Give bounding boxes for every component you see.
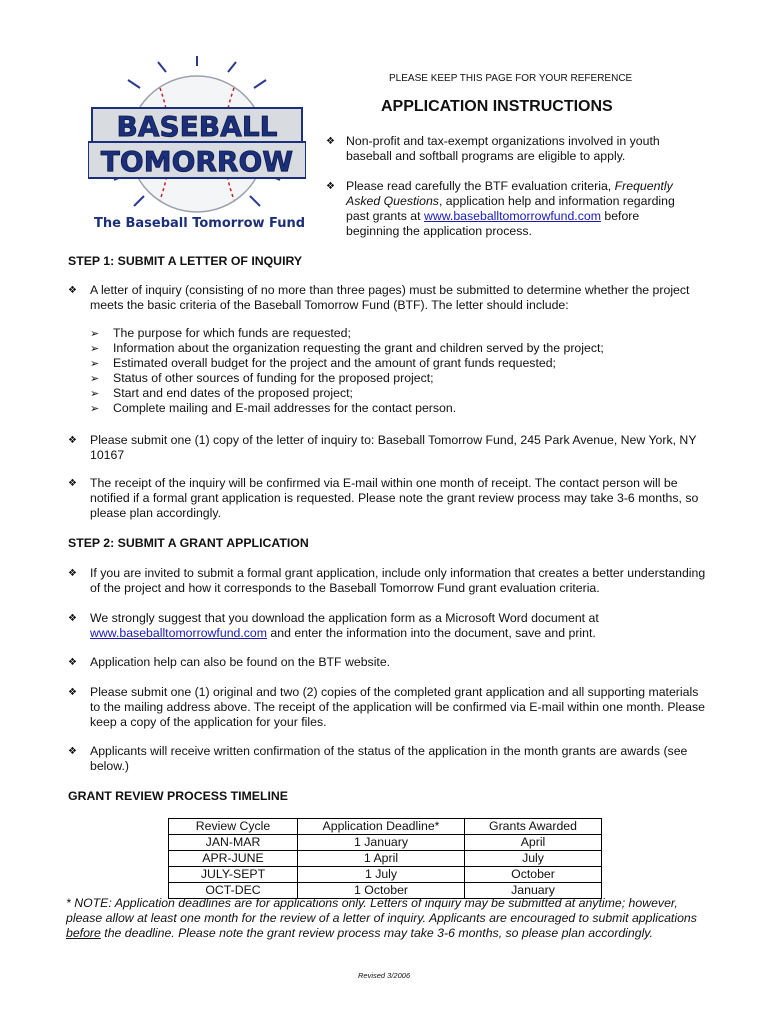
table-cell: October [465, 867, 602, 883]
intro-bullet-1-text: Non-profit and tax-exempt organizations involved in youth baseball and softball programs are eligible to apply. [346, 134, 660, 163]
table-cell: January [465, 883, 602, 899]
step2-bullet-3: ❖ Application help can also be found on the BTF website. [68, 655, 391, 669]
diamond-bullet-icon: ❖ [68, 687, 77, 698]
list-item: ➢ Complete mailing and E-mail addresses for the contact person. [90, 401, 457, 415]
table-cell: JULY-SEPT [169, 867, 298, 883]
deadline-note: * NOTE: Application deadlines are for applications only. Letters of inquiry may be submitted at anytime; however, please allow at least one month for the review of a letter of inquiry. Applicants are encouraged to submit applications before the deadline. Please note the grant review process may take 3-6 months, so please plan accordingly. [66, 896, 697, 940]
diamond-bullet-icon: ❖ [68, 746, 77, 757]
table-cell: July [465, 851, 602, 867]
arrow-bullet-icon: ➢ [90, 327, 100, 340]
step1-heading: STEP 1: SUBMIT A LETTER OF INQUIRY [68, 254, 303, 268]
arrow-bullet-icon: ➢ [90, 342, 100, 355]
step2-bullet-5: ❖ Applicants will receive written confirmation of the status of the application in the month grants are awards (see below.) [68, 744, 688, 773]
diamond-bullet-icon: ❖ [68, 568, 77, 579]
timeline-heading: GRANT REVIEW PROCESS TIMELINE [68, 789, 288, 803]
table-cell: 1 January [298, 835, 465, 851]
table-cell: APR-JUNE [169, 851, 298, 867]
list-item: ➢ Information about the organization requesting the grant and children served by the project; [90, 341, 604, 355]
btf-website-link[interactable]: www.baseballtomorrowfund.com [90, 626, 268, 640]
baseball-logo-graphic [88, 56, 306, 236]
step1-bullet-2: ❖ Please submit one (1) copy of the letter of inquiry to: Baseball Tomorrow Fund, 245 Park Avenue, New York, NY 10167 [68, 433, 697, 462]
table-cell: 1 April [298, 851, 465, 867]
list-item: ➢ Estimated overall budget for the project and the amount of grant funds requested; [90, 356, 556, 370]
logo-word-tomorrow: TOMORROW [100, 145, 294, 178]
btf-website-link[interactable]: www.baseballtomorrowfund.com [423, 209, 601, 223]
diamond-bullet-icon: ❖ [326, 181, 335, 192]
step1-bullet-3: ❖ The receipt of the inquiry will be confirmed via E-mail within one month of receipt. The contact person will be notified if a formal grant application is requested. Please note the grant review process may take 3-6 months, so please plan accordingly. [68, 476, 699, 520]
table-cell: April [465, 835, 602, 851]
column-header: Application Deadline* [298, 819, 465, 835]
diamond-bullet-icon: ❖ [68, 613, 77, 624]
table-cell: OCT-DEC [169, 883, 298, 899]
diamond-bullet-icon: ❖ [68, 657, 77, 668]
diamond-bullet-icon: ❖ [68, 478, 77, 489]
table-cell: 1 October [298, 883, 465, 899]
arrow-bullet-icon: ➢ [90, 402, 100, 415]
reference-note: PLEASE KEEP THIS PAGE FOR YOUR REFERENCE [389, 73, 633, 84]
table-header-row [169, 819, 602, 835]
logo-word-baseball: BASEBALL [116, 110, 278, 143]
inquiry-contents-list [90, 326, 710, 416]
page-title: APPLICATION INSTRUCTIONS [381, 98, 613, 115]
revision-date: Revised 3/2006 [358, 971, 411, 980]
intro-bullet-1 [326, 134, 686, 164]
table-row [169, 851, 602, 867]
arrow-bullet-icon: ➢ [90, 372, 100, 385]
table-cell: JAN-MAR [169, 835, 298, 851]
list-item: ➢ Status of other sources of funding for the proposed project; [90, 371, 434, 385]
table-row [169, 867, 602, 883]
diamond-bullet-icon: ❖ [326, 136, 335, 147]
step2-bullet-1: ❖ If you are invited to submit a formal grant application, include only information that creates a better understanding of the project and how it corresponds to the Baseball Tomorrow Fund grant evaluation criteria. [68, 566, 706, 595]
list-item: ➢ The purpose for which funds are requested; [90, 326, 351, 340]
arrow-bullet-icon: ➢ [90, 387, 100, 400]
diamond-bullet-icon: ❖ [68, 435, 77, 446]
step1-bullet-1: ❖ A letter of inquiry (consisting of no more than three pages) must be submitted to determine whether the project meets the basic criteria of the Baseball Tomorrow Fund (BTF). The letter should include: [68, 283, 690, 312]
column-header: Review Cycle [169, 819, 298, 835]
table-row [169, 835, 602, 851]
step2-heading: STEP 2: SUBMIT A GRANT APPLICATION [68, 536, 309, 550]
table-cell: 1 July [298, 867, 465, 883]
list-item: ➢ Start and end dates of the proposed project; [90, 386, 353, 400]
column-header: Grants Awarded [465, 819, 602, 835]
intro-bullet-2: ❖ Please read carefully the BTF evaluation criteria, Frequently Asked Questions, application help and information regarding past grants at www.baseballtomorrowfund.com before beginning the application process. [326, 179, 675, 238]
timeline-table [168, 818, 602, 899]
logo-caption: The Baseball Tomorrow Fund [94, 216, 306, 231]
step2-bullet-2: ❖ We strongly suggest that you download the application form as a Microsoft Word document at www.baseballtomorrowfund.com and enter the information into the document, save and print. [68, 611, 599, 640]
step2-bullet-4: ❖ Please submit one (1) original and two (2) copies of the completed grant application and all supporting materials to the mailing address above. The receipt of the application will be confirmed via E-mail within one month. Please keep a copy of the application for your files. [68, 685, 705, 729]
arrow-bullet-icon: ➢ [90, 357, 100, 370]
diamond-bullet-icon: ❖ [68, 285, 77, 296]
btf-logo [88, 56, 306, 236]
